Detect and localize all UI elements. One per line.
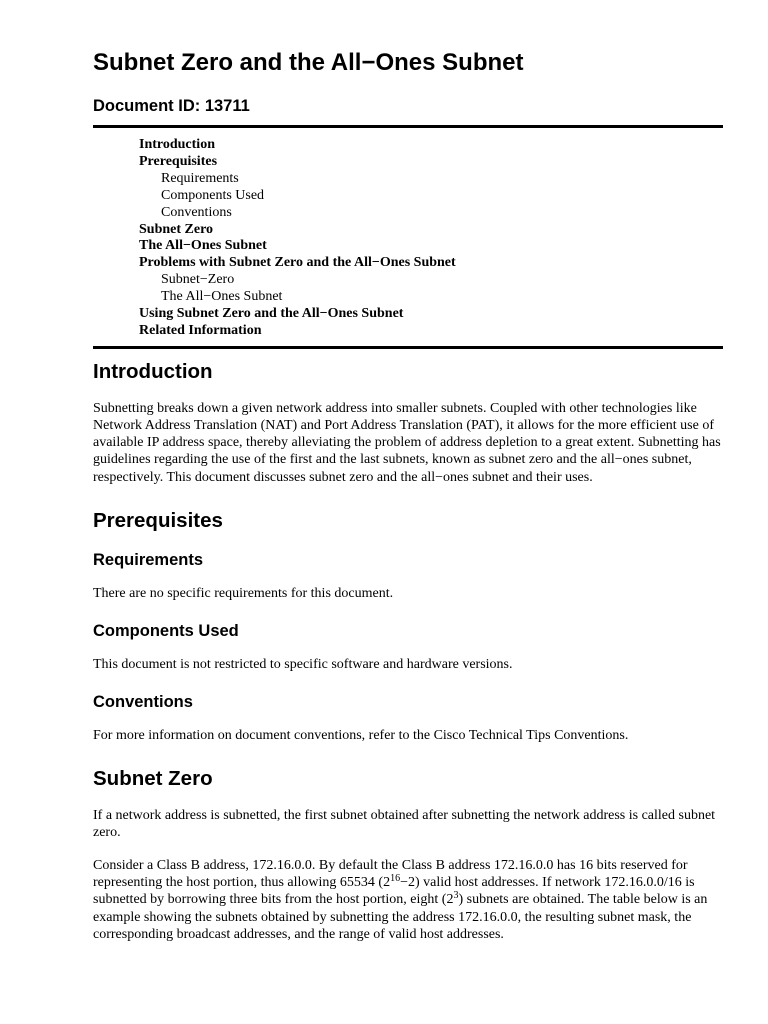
toc-link[interactable]: Conventions xyxy=(161,204,232,220)
toc-link[interactable]: Prerequisites xyxy=(139,153,218,169)
toc-link[interactable]: Components Used xyxy=(161,187,265,203)
superscript-16: 16 xyxy=(390,873,401,885)
section-heading-prerequisites: Prerequisites xyxy=(93,508,223,532)
document-title: Subnet Zero and the All−Ones Subnet xyxy=(93,49,524,76)
subnet-zero-paragraph-2-part-b: −2) valid host addresses. If network 172.16.0.0/16 is subnetted by borrowing three bits from the host portion, eight (2 xyxy=(93,875,695,908)
components-used-paragraph: This document is not restricted to specific software and hardware versions. xyxy=(93,657,513,673)
toc-link[interactable]: Subnet−Zero xyxy=(161,272,235,288)
subnet-zero-paragraph-2-part-a: Consider a Class B address, 172.16.0.0. By default the Class B address 172.16.0.0 has 16 bits reserved for representing the host portion, thus allowing 65534 (2 xyxy=(93,857,688,891)
subsection-heading-conventions: Conventions xyxy=(93,693,193,712)
subnet-zero-paragraph-1: If a network address is subnetted, the first subnet obtained after subnetting the network address is called subnet zero. xyxy=(93,807,716,840)
table-of-contents xyxy=(93,128,723,340)
toc-link[interactable]: Problems with Subnet Zero and the All−Ones Subnet xyxy=(139,255,456,271)
toc-link[interactable]: The All−Ones Subnet xyxy=(139,238,267,254)
requirements-paragraph: There are no specific requirements for this document. xyxy=(93,585,394,601)
subsection-heading-requirements: Requirements xyxy=(93,550,204,569)
toc-link[interactable]: Requirements xyxy=(161,170,239,186)
toc-bottom-rule xyxy=(93,346,723,349)
superscript-3: 3 xyxy=(453,890,459,902)
toc-link[interactable]: Related Information xyxy=(139,322,262,338)
document-page xyxy=(93,44,723,943)
document-id: Document ID: 13711 xyxy=(93,97,250,115)
toc-link[interactable]: Using Subnet Zero and the All−Ones Subnet xyxy=(139,306,404,322)
toc-link[interactable]: Subnet Zero xyxy=(139,221,214,237)
introduction-paragraph: Subnetting breaks down a given network address into smaller subnets. Coupled with other technologies like Network Address Translation (NAT) and Port Address Translation (PAT), it allows for the more efficient use of available IP address space, thereby alleviating the problem of address depletion to a great extent. Subnetting has guidelines regarding the use of the first and the last subnets, known as subnet zero and the all−ones subnet, respectively. This document discusses subnet zero and the all−ones subnet and their uses. xyxy=(93,400,721,485)
section-heading-introduction: Introduction xyxy=(93,359,213,383)
conventions-paragraph: For more information on document conventions, refer to the Cisco Technical Tips Conventions. xyxy=(93,728,629,744)
subnet-zero-paragraph-2 xyxy=(93,857,723,943)
subsection-heading-components-used: Components Used xyxy=(93,622,239,641)
toc-link[interactable]: The All−Ones Subnet xyxy=(161,289,283,305)
section-heading-subnet-zero: Subnet Zero xyxy=(93,766,213,790)
toc-link[interactable]: Introduction xyxy=(139,137,215,152)
subnet-zero-paragraph-2-part-c: ) subnets are obtained. The table below is an example showing the subnets obtained by subnetting the address 172.16.0.0, the resulting subnet mask, the corresponding broadcast addresses, and the range of valid host addresses. xyxy=(93,892,708,942)
